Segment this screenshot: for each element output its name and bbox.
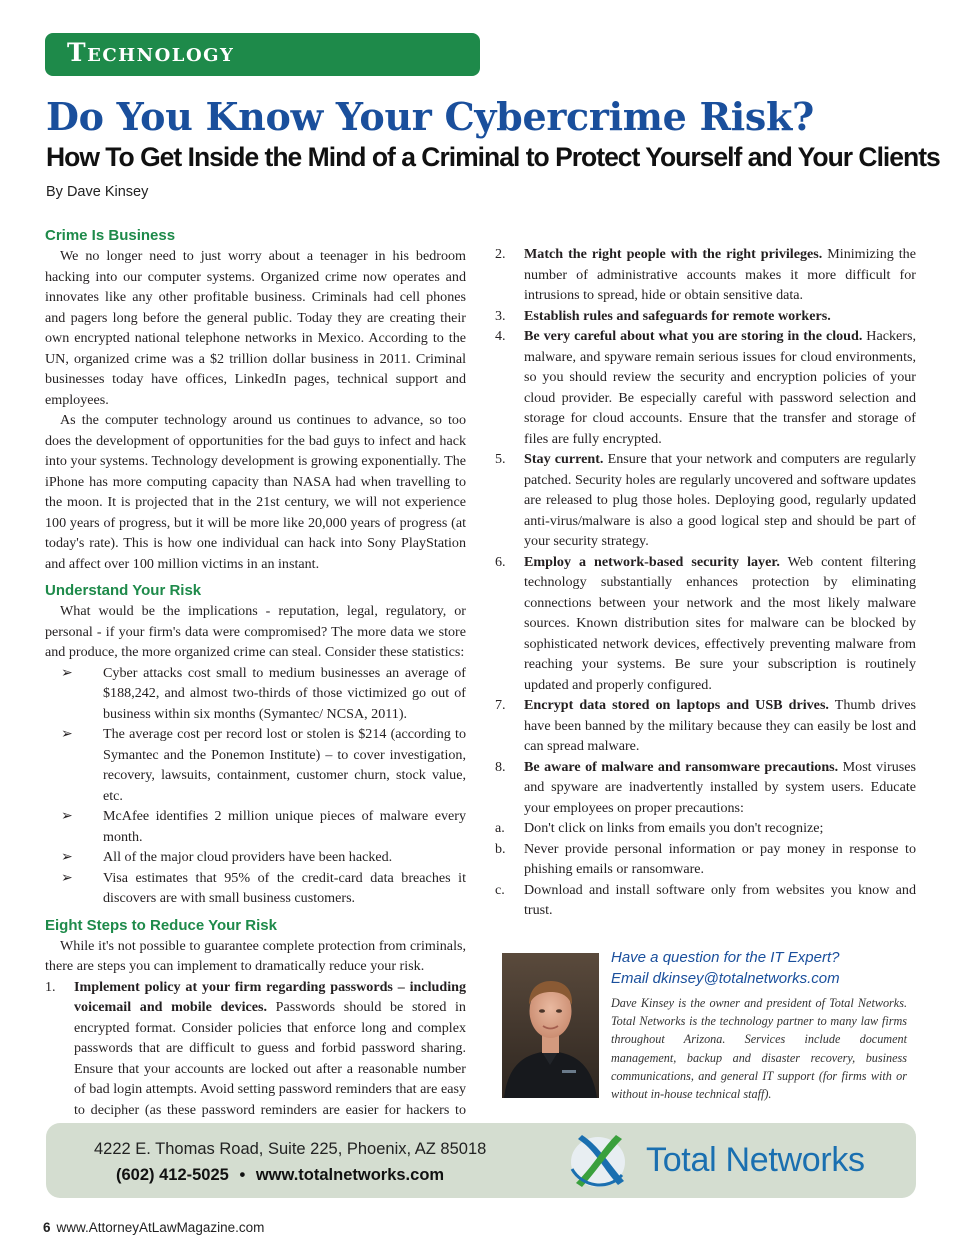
bullet-text: McAfee identifies 2 million unique pieces of malware every month. <box>103 808 466 845</box>
right-column <box>495 244 916 921</box>
step-text: Ensure that your network and computers are regularly patched. Security holes are regularly uncovered and software updates are released to plug those holes. Deploying good, regularly updated anti-virus/malware is also a good logical step and should be part of your security strategy. <box>524 451 917 549</box>
step-item <box>495 306 916 327</box>
step-item <box>495 757 916 819</box>
step-bold: Stay current. <box>524 451 604 467</box>
step-bold: Be aware of malware and ransomware precautions. <box>524 758 839 775</box>
section-label: Technology <box>67 38 235 67</box>
step-number: 8. <box>495 758 506 775</box>
footer-separator: • <box>239 1166 246 1184</box>
expert-callout <box>611 948 840 989</box>
arrow-bullet-icon: ➢ <box>61 869 73 886</box>
author-photo <box>502 953 599 1098</box>
list-item <box>45 724 466 806</box>
step-item <box>45 977 466 1141</box>
footer-phone[interactable]: (602) 412-5025 <box>116 1166 229 1184</box>
paragraph: As the computer technology around us continues to advance, so too does the development of opportunities for the bad guys to infect and hack into your systems. Technology development is growing exponentially. The iPhone has more computing capacity than NASA had when travelling to the moon. It is projected that in the 21st century, we will not experience 100 years of progress, but it will be more like 20,000 years of progress (at today's rate). This is how one individual can hack into Sony PlayStation and affect over 100 million victims in an instant. <box>45 412 466 572</box>
step-letter: a. <box>495 820 505 836</box>
paragraph: While it's not possible to guarantee complete protection from criminals, there are steps you can implement to dramatically reduce your risk. <box>45 937 466 974</box>
page-number: 6 <box>43 1220 51 1235</box>
heading-crime-is-business: Crime Is Business <box>45 227 176 244</box>
article-title: Do You Know Your Cybercrime Risk? <box>46 94 814 139</box>
author-bio: Dave Kinsey is the owner and president of Total Networks. Total Networks is the technology partner to many law firms throughout Arizona. Services include document management, backup and disaster recovery, business communications, and general IT support (for firms with or without in-house technical staff). <box>611 996 907 1102</box>
step-bold: Be very careful about what you are storing in the cloud. <box>524 328 863 344</box>
footer-logo-text: Total Networks <box>646 1141 865 1179</box>
step-text: Minimizing the number of administrative accounts makes it more difficult for intrusions to spread, hide or obtain sensitive data. <box>524 246 916 303</box>
magazine-site[interactable]: www.AttorneyAtLawMagazine.com <box>56 1220 265 1235</box>
step-text: Web content filtering technology substantially enhances protection by eliminating connections between your network and the most likely malware sources. Known distribution sites for malware can be blocked by sophisticated network devices, effectively preventing malware from reaching your systems. Be sure your subscription is routinely updated and properly configured. <box>524 553 916 693</box>
step-number: 2. <box>495 246 506 262</box>
step-number: 3. <box>495 307 506 324</box>
step-bold: Match the right people with the right privileges. <box>524 246 823 262</box>
expert-question: Have a question for the IT Expert? <box>611 949 840 966</box>
substep-item <box>495 839 916 880</box>
page-footer <box>43 1220 264 1235</box>
step-bold: Implement policy at your firm regarding passwords – including voicemail and mobile devices. <box>74 978 466 1015</box>
step-number: 4. <box>495 328 506 344</box>
heading-eight-steps: Eight Steps to Reduce Your Risk <box>45 916 277 934</box>
substep-item <box>495 880 916 921</box>
article-subtitle: How To Get Inside the Mind of a Criminal to Protect Yourself and Your Clients <box>46 142 940 172</box>
step-text: Passwords should be stored in encrypted format. Consider policies that enforce long and complex passwords that are difficult to guess and forbid password sharing. Ensure that your accounts are locked out after a reasonable number of bad login attempts. Avoid setting password reminders that are easy to decipher (as these password reminders are easier for hackers to <box>74 999 466 1118</box>
footer-banner <box>46 1123 916 1198</box>
footer-address: 4222 E. Thomas Road, Suite 225, Phoenix, AZ 85018 <box>94 1140 487 1158</box>
step-item <box>495 449 916 552</box>
step-text: Thumb drives have been banned by the military because they can easily be lost and can spread malware. <box>524 697 916 754</box>
substep-text: Don't click on links from emails you don't recognize; <box>524 820 824 836</box>
arrow-bullet-icon: ➢ <box>61 726 73 742</box>
substep-text: Download and install software only from websites you know and trust. <box>524 881 916 918</box>
step-number: 6. <box>495 553 506 570</box>
list-item <box>45 847 466 868</box>
section-band <box>45 33 480 76</box>
byline: By Dave Kinsey <box>46 184 149 200</box>
substep-text: Never provide personal information or pay money in response to phishing emails or ransomware. <box>524 840 916 877</box>
arrow-bullet-icon: ➢ <box>61 849 73 865</box>
step-item <box>495 695 916 757</box>
step-number: 1. <box>45 978 56 995</box>
paragraph: What would be the implications - reputation, legal, regulatory, or personal - if your firm's data were compromised? The more data we store and produce, the more organized crime can steal. Consider these statistics: <box>45 603 466 660</box>
bullet-text: Cyber attacks cost small to medium businesses an average of $188,242, and almost two-thirds of those victimized go out of business within six months (Symantec/ NCSA, 2011). <box>103 664 466 722</box>
left-column <box>45 225 466 1141</box>
step-item <box>495 326 916 449</box>
step-bold: Encrypt data stored on laptops and USB drives. <box>524 697 829 713</box>
step-item <box>495 552 916 696</box>
footer-contact <box>116 1166 444 1185</box>
heading-understand-your-risk: Understand Your Risk <box>45 582 202 599</box>
total-networks-logo-icon <box>568 1129 628 1191</box>
step-number: 7. <box>495 697 506 713</box>
list-item <box>45 806 466 847</box>
list-item <box>45 868 466 909</box>
step-number: 5. <box>495 451 506 467</box>
step-bold: Establish rules and safeguards for remote workers. <box>524 307 831 324</box>
bullet-text: Visa estimates that 95% of the credit-card data breaches it discovers are with small business customers. <box>103 869 466 906</box>
step-letter: c. <box>495 881 505 898</box>
list-item <box>45 663 466 725</box>
step-item <box>495 244 916 306</box>
step-text: Hackers, malware, and spyware remain serious issues for cloud environments, so you should review the security and encryption policies of your cloud provider. Be especially careful with password selection and storage for cloud accounts. Ensure that the transfer and storage of files are fully encrypted. <box>524 328 916 447</box>
arrow-bullet-icon: ➢ <box>61 808 73 824</box>
step-bold: Employ a network-based security layer. <box>524 553 780 570</box>
paragraph: We no longer need to just worry about a teenager in his bedroom hacking into our computer systems. Organized crime now operates and innovates like any other profitable business. Criminals had cell phones and pagers long before the general public. Today they are creating their own encrypted national telephone networks in Mexico. According to the UN, organized crime was a $2 trillion dollar business in 2011. Criminal businesses today have offices, LinkedIn pages, technical support and employees. <box>45 248 466 408</box>
expert-email[interactable]: Email dkinsey@totalnetworks.com <box>611 969 840 987</box>
step-text: Most viruses and spyware are inadvertently installed by system users. Educate your employees on proper precautions: <box>524 758 916 816</box>
footer-website[interactable]: www.totalnetworks.com <box>255 1166 445 1184</box>
bullet-text: The average cost per record lost or stolen is $214 (according to Symantec and the Ponemon Institute) – to cover investigation, recovery, lawsuits, containment, customer churn, stock value, etc. <box>103 726 466 804</box>
substep-item <box>495 818 916 839</box>
bullet-text: All of the major cloud providers have been hacked. <box>103 849 393 865</box>
step-letter: b. <box>495 840 506 857</box>
arrow-bullet-icon: ➢ <box>61 664 73 681</box>
